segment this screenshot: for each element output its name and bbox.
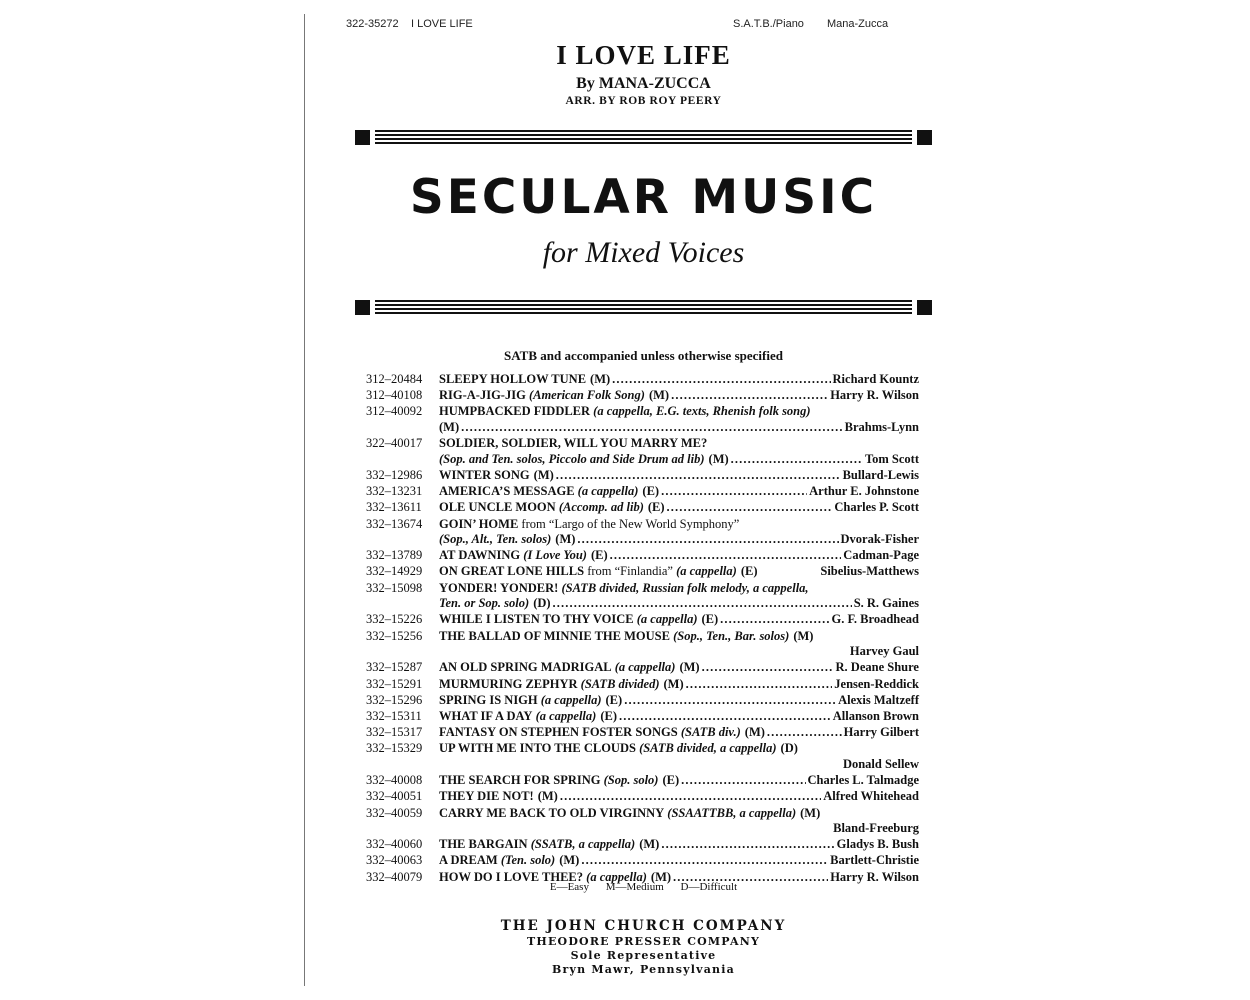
item-note: (Sop., Ten., Bar. solos) (673, 628, 790, 643)
composer: Harvey Gaul (849, 644, 919, 659)
catalog-specification: SATB and accompanied unless otherwise specified (504, 348, 783, 363)
catalog-number: 332–13789 (366, 548, 423, 563)
list-item (366, 484, 919, 500)
difficulty: (M) (793, 628, 814, 643)
composer: Tom Scott (864, 451, 919, 466)
list-item (366, 548, 919, 564)
list-item (366, 806, 919, 822)
item-note: (a cappella) (636, 612, 698, 627)
item-note: (Sop. and Ten. solos, Piccolo and Side Drum ad lib) (439, 451, 705, 466)
difficulty: (M) (708, 451, 729, 466)
catalog-number: 312–20484 (366, 372, 423, 386)
catalog-number: 332–15226 (366, 612, 423, 627)
catalog-number: 332–40059 (366, 805, 423, 820)
list-item (366, 468, 919, 484)
bottom-rule-ornament (355, 298, 932, 318)
composer: Charles P. Scott (834, 500, 919, 515)
catalog-number: 332–40063 (366, 853, 423, 868)
publisher-location: Bryn Mawr, Pennsylvania (552, 963, 735, 976)
item-note: (Accomp. ad lib) (558, 500, 644, 515)
catalog-number: 322–40017 (366, 436, 423, 451)
item-title: AN OLD SPRING MADRIGAL (439, 660, 612, 675)
item-title: SOLDIER, SOLDIER, WILL YOU MARRY ME? (439, 436, 708, 451)
item-note: (SATB divided, Russian folk melody, a cappella, (561, 580, 809, 595)
list-item-continuation (366, 532, 919, 548)
composer: Dvorak-Fisher (840, 532, 919, 547)
top-rule-ornament (355, 128, 932, 148)
item-note: (SSATB, a cappella) (530, 837, 636, 852)
item-note: (SSAATTBB, a cappella) (667, 805, 797, 820)
item-note: (SATB divided, a cappella) (639, 741, 777, 756)
composer: Jensen-Reddick (834, 676, 919, 691)
list-item (366, 629, 919, 645)
catalog-number: 332–13674 (366, 516, 423, 531)
header-voicing: S.A.T.B./Piano (733, 18, 804, 30)
list-item-continuation (366, 821, 919, 837)
song-title: I LOVE LIFE (556, 40, 731, 70)
item-title: A DREAM (439, 853, 498, 868)
list-item-continuation (366, 757, 919, 773)
catalog-number: 312–40108 (366, 388, 423, 403)
difficulty: (E) (605, 692, 623, 707)
item-note: (American Folk Song) (528, 388, 645, 403)
difficulty: (E) (701, 612, 719, 627)
item-note: (Ten. solo) (500, 853, 556, 868)
item-title: SLEEPY HOLLOW TUNE (439, 372, 587, 386)
item-note: (a cappella) (535, 708, 597, 723)
banner-heading: SECULAR MUSIC (409, 170, 878, 225)
composer: Harry R. Wilson (830, 869, 919, 884)
composer: Cadman-Page (843, 548, 919, 563)
catalog-number: 332–12986 (366, 467, 423, 482)
item-title: THE SEARCH FOR SPRING (439, 773, 601, 788)
item-title: FANTASY ON STEPHEN FOSTER SONGS (439, 725, 678, 740)
legend-easy: E—Easy (549, 881, 589, 893)
list-item-continuation (366, 596, 919, 612)
list-item (366, 773, 919, 789)
difficulty: (E) (647, 500, 665, 515)
list-item (366, 404, 919, 420)
difficulty: (E) (600, 708, 617, 723)
list-item (366, 725, 919, 741)
item-note: (a cappella) (540, 692, 602, 707)
composer: Alfred Whitehead (823, 789, 919, 804)
catalog-number: 332–14929 (366, 564, 423, 579)
catalog-number: 332–40079 (366, 869, 423, 884)
catalog-number: 332–15256 (366, 628, 423, 643)
catalog-list (366, 372, 919, 885)
catalog-number: 332–13611 (366, 500, 422, 515)
item-note: (a cappella, E.G. texts, Rhenish folk song) (593, 404, 811, 419)
catalog-number: 332–40051 (366, 789, 423, 804)
difficulty: (M) (533, 467, 554, 482)
difficulty: (E) (590, 548, 608, 563)
difficulty: (M) (800, 805, 821, 820)
difficulty: (M) (590, 372, 611, 386)
catalog-number: 312–40092 (366, 404, 423, 419)
item-title: THE BALLAD OF MINNIE THE MOUSE (439, 628, 670, 643)
composer: Gladys B. Bush (836, 837, 919, 852)
item-title: WHAT IF A DAY (439, 708, 533, 723)
composer: Richard Kountz (832, 372, 919, 386)
item-source: from “Finlandia” (587, 564, 673, 579)
composer: Bullard-Lewis (842, 467, 919, 482)
song-arranger: ARR. BY ROB ROY PEERY (565, 95, 722, 107)
difficulty: (E) (662, 773, 680, 788)
composer: Brahms-Lynn (844, 419, 919, 434)
composer: Charles L. Talmadge (807, 773, 919, 788)
list-item-continuation (366, 452, 919, 468)
left-margin-line (304, 14, 305, 986)
catalog-number: 332–15291 (366, 676, 423, 691)
list-item (366, 436, 919, 452)
catalog-number: 332–15296 (366, 692, 423, 707)
list-item (366, 709, 919, 725)
difficulty: (M) (679, 660, 700, 675)
item-title: WHILE I LISTEN TO THY VOICE (439, 612, 634, 627)
difficulty: (M) (663, 676, 684, 691)
composer: R. Deane Shure (835, 660, 919, 675)
composer: Bartlett-Christie (830, 853, 919, 868)
difficulty: (M) (648, 388, 670, 403)
catalog-number: 332–15287 (366, 660, 423, 675)
catalog-number: 332–40008 (366, 773, 423, 788)
item-note-continued: Ten. or Sop. solo) (439, 596, 530, 611)
list-item (366, 612, 919, 628)
difficulty: (M) (439, 419, 460, 434)
difficulty: (D) (780, 741, 798, 756)
list-item (366, 789, 919, 805)
item-note: (Sop. solo) (603, 773, 659, 788)
difficulty: (M) (555, 532, 576, 547)
list-item-continuation (366, 644, 919, 660)
composer: S. R. Gaines (853, 596, 919, 611)
item-note: (SATB divided) (580, 676, 660, 691)
item-title: WINTER SONG (439, 467, 530, 482)
composer: Harry Gilbert (843, 725, 919, 740)
difficulty: (D) (533, 596, 551, 611)
publisher-name: THE JOHN CHURCH COMPANY (500, 918, 787, 934)
item-note: (Sop., Alt., Ten. solos) (439, 532, 552, 547)
catalog-number: 332–15329 (366, 741, 423, 756)
representative-company: THEODORE PRESSER COMPANY (526, 935, 761, 948)
difficulty-legend (355, 881, 932, 893)
item-title: OLE UNCLE MOON (439, 500, 556, 515)
difficulty: (E) (740, 564, 758, 579)
catalog-number: 332–15317 (366, 725, 423, 740)
composer: Donald Sellew (842, 756, 919, 771)
composer: Alexis Maltzeff (838, 692, 919, 707)
difficulty: (M) (744, 725, 765, 740)
header-catalog-number: 322-35272 (346, 18, 399, 30)
list-item (366, 517, 919, 533)
composer: Allanson Brown (832, 708, 919, 723)
list-item (366, 500, 919, 516)
item-title: YONDER! YONDER! (439, 580, 559, 595)
item-title: AT DAWNING (439, 548, 521, 563)
difficulty: (M) (650, 869, 672, 884)
composer: Bland-Freeburg (833, 821, 919, 836)
legend-difficult: D—Difficult (680, 881, 738, 893)
difficulty: (E) (642, 484, 660, 499)
legend-medium: M—Medium (605, 881, 664, 893)
item-note: (I Love You) (523, 548, 587, 563)
item-title: CARRY ME BACK TO OLD VIRGINNY (439, 805, 665, 820)
header-song-title: I LOVE LIFE (411, 18, 473, 30)
difficulty: (M) (639, 837, 660, 852)
list-item (366, 853, 919, 869)
representative-label: Sole Representative (570, 949, 717, 962)
item-title: GOIN’ HOME (439, 516, 519, 531)
catalog-number: 332–40060 (366, 837, 423, 852)
catalog-number: 332–15311 (366, 708, 422, 723)
list-item (366, 660, 919, 676)
header-composer: Mana-Zucca (827, 18, 889, 30)
item-note: (a cappella) (676, 564, 737, 579)
list-item (366, 693, 919, 709)
item-note: (a cappella) (614, 660, 676, 675)
item-title: AMERICA’S MESSAGE (439, 484, 575, 499)
item-title: HUMPBACKED FIDDLER (439, 404, 591, 419)
item-title: HOW DO I LOVE THEE? (439, 869, 584, 884)
list-item (366, 837, 919, 853)
list-item (366, 677, 919, 693)
composer: Harry R. Wilson (830, 388, 919, 403)
difficulty: (M) (537, 789, 558, 804)
composer: G. F. Broadhead (831, 612, 919, 627)
item-title: ON GREAT LONE HILLS (439, 564, 585, 579)
item-note: (SATB div.) (680, 725, 741, 740)
item-title: SPRING IS NIGH (439, 692, 538, 707)
composer: Sibelius-Matthews (820, 564, 919, 579)
item-note: (a cappella) (586, 869, 647, 884)
item-source: from “Largo of the New World Symphony” (521, 516, 740, 531)
list-item (366, 581, 919, 597)
difficulty: (M) (559, 853, 580, 868)
item-title: UP WITH ME INTO THE CLOUDS (439, 741, 636, 756)
item-title: MURMURING ZEPHYR (439, 676, 578, 691)
catalog-number: 332–13231 (366, 484, 423, 499)
list-item (366, 388, 919, 404)
list-item-continuation (366, 420, 919, 436)
item-title: RIG-A-JIG-JIG (439, 388, 526, 403)
catalog-number: 332–15098 (366, 580, 423, 595)
item-note: (a cappella) (577, 484, 639, 499)
banner-subheading: for Mixed Voices (542, 236, 745, 269)
item-title: THEY DIE NOT! (439, 789, 534, 804)
list-item (366, 372, 919, 388)
composer: Arthur E. Johnstone (809, 484, 919, 499)
list-item (366, 741, 919, 757)
list-item (366, 564, 919, 580)
song-composer: By MANA-ZUCCA (576, 75, 711, 92)
item-title: THE BARGAIN (439, 837, 528, 852)
